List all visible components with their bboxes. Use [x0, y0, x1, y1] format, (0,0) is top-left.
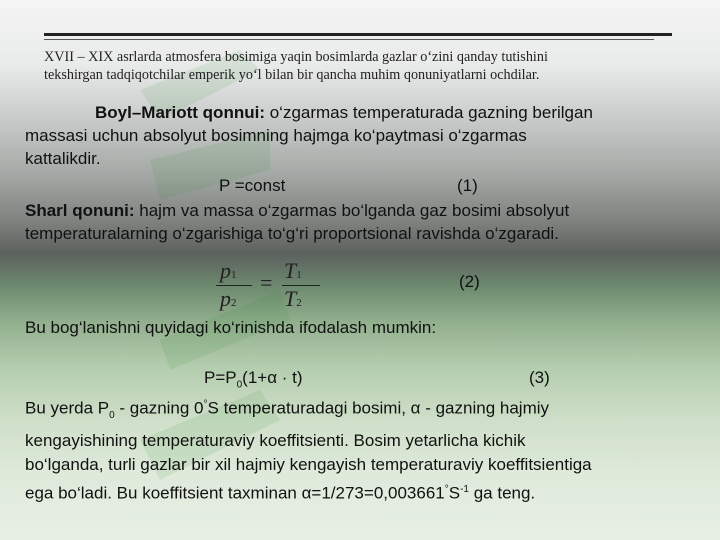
- intro-line-1: XVII – XIX asrlarda atmosfera bosimiga yaqin bosimlarda gazlar o‘zini qanday tutishini: [44, 49, 548, 65]
- charles-law-line-2: temperaturalarning o‘zgarishiga to‘g‘ri proportsional ravishda o‘zgaradi.: [25, 224, 559, 243]
- charles-law-line-1: hajm va massa o‘zgarmas bo‘lganda gaz bosimi absolyut: [134, 201, 570, 220]
- intro-line-2: tekshirgan tadqiqotchilar emperik yo‘l bilan bir qancha muhim qonuniyatlarni ochdilar.: [44, 67, 540, 83]
- explanation-paragraph: Bu yerda $P_0$ - gazning 0°S temperaturadagi bosimi, α - gazning hajmiy kengayishining temperaturaviy koeffitsienti. Bosim yetarlicha kichik bo‘lganda, turli gazlar bir xil hajmiy kengayish temperaturaviy koeffitsientiga ega bo‘ladi. Bu koeffitsient taxminan $\alpha=1/273=0,003661^\circ S^{-1}$ ga teng.: [25, 398, 592, 503]
- equation-number-1: (1): [457, 176, 478, 195]
- pressure-temperature-formula: $P=P_0(1+\alpha \cdot t)$: [204, 368, 303, 391]
- top-rule-thin: [44, 39, 654, 40]
- boyle-law-line-1: o‘zgarmas temperaturada gazning berilgan: [264, 103, 593, 122]
- charles-fraction-formula: p1 p2 = T1 T2: [212, 256, 332, 314]
- charles-law-title: Sharl qonuni:: [25, 201, 135, 220]
- boyle-law-line-2: massasi uchun absolyut bosimning hajmga ko‘paytmasi o‘zgarmas: [25, 126, 527, 145]
- boyle-law-line-3: kattalikdir.: [25, 149, 101, 168]
- equation-number-2: (2): [459, 272, 480, 291]
- dependence-text: Bu bog‘lanishni quyidagi ko‘rinishda ifodalash mumkin:: [25, 318, 437, 337]
- boyle-law-paragraph: [25, 101, 705, 170]
- top-rule: [44, 33, 672, 36]
- intro-text: [44, 48, 674, 84]
- charles-law-paragraph: [25, 199, 705, 245]
- explanation-line-2: kengayishining temperaturaviy koeffitsienti. Bosim yetarlicha kichik: [25, 430, 526, 450]
- boyle-law-title: Boyl–Mariott qonnui:: [95, 103, 265, 122]
- explanation-line-3: bo‘lganda, turli gazlar bir xil hajmiy kengayish temperaturaviy koeffitsientiga: [25, 455, 592, 475]
- equation-number-3: (3): [529, 368, 550, 387]
- boyle-formula: P =const: [219, 176, 286, 195]
